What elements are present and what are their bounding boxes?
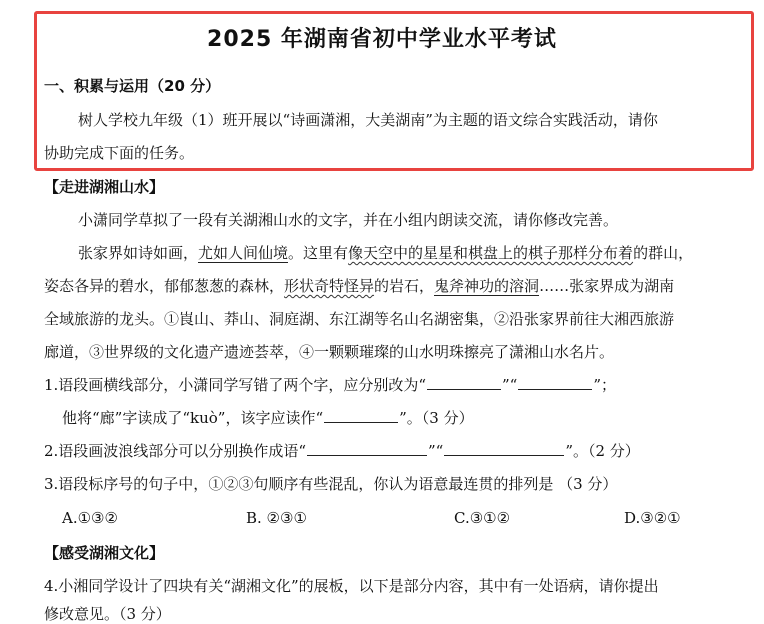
passage-text: ……张家界成为湖南 — [539, 277, 675, 295]
passage-text: 的岩石， — [374, 277, 435, 295]
passage-line-2 — [44, 276, 674, 296]
answer-blank[interactable] — [307, 454, 427, 456]
underlined-phrase: 鬼斧神功的溶洞 — [434, 277, 540, 295]
part-heading-landscape: 【走进湖湘山水】 — [44, 178, 165, 196]
passage-text: 。这里有 — [288, 244, 349, 262]
option-a[interactable]: A.①③② — [62, 509, 118, 527]
question-text: ”，该字应读作“ — [217, 409, 324, 427]
question-text: ”“ — [427, 442, 444, 460]
question-text: 1.语段画横线部分，小潇同学写错了两个字，应分别改为“ — [44, 376, 426, 394]
question-text: 2.语段画波浪线部分可以分别换作成语“ — [44, 442, 306, 460]
exam-title: 2025 年湖南省初中学业水平考试 — [207, 27, 557, 52]
answer-blank[interactable] — [427, 388, 501, 390]
intro-line-2: 协助完成下面的任务。 — [44, 144, 195, 162]
option-c[interactable]: C.③①② — [454, 509, 511, 527]
question-text: ”。（2 分） — [565, 442, 640, 460]
question-4-line-2: 修改意见。（3 分） — [44, 605, 171, 623]
passage-line-3: 全域旅游的龙头。①崀山、莽山、洞庭湖、东江湖等名山名湖密集，②沿张家界前往大湘西旅游 — [44, 310, 675, 328]
passage-text: 的群山， — [633, 244, 694, 262]
underlined-phrase: 尤如人间仙境 — [198, 244, 289, 262]
part-heading-culture: 【感受湖湘文化】 — [44, 544, 165, 562]
passage-line-1 — [78, 243, 693, 263]
wavy-phrase: 像天空中的星星和棋盘上的棋子那样分布着 — [348, 244, 634, 262]
option-d[interactable]: D.③②① — [624, 509, 681, 527]
question-text: 他将“廊”字读成了“ — [62, 409, 191, 427]
question-4-line-1: 4.小湘同学设计了四块有关“湖湘文化”的展板，以下是部分内容，其中有一处语病，请你提出 — [44, 577, 659, 595]
part1-lead: 小潇同学草拟了一段有关湖湘山水的文字，并在小组内朗读交流，请你修改完善。 — [78, 211, 619, 229]
answer-blank[interactable] — [324, 421, 398, 423]
option-b[interactable]: B. ②③① — [246, 509, 307, 527]
section-heading: 一、积累与运用（20 分） — [44, 77, 221, 95]
question-2 — [44, 441, 640, 461]
pinyin: kuò — [190, 409, 218, 427]
passage-line-4: 廊道，③世界级的文化遗产遗迹荟萃，④一颗颗璀璨的山水明珠擦亮了潇湘山水名片。 — [44, 343, 615, 361]
passage-text: 张家界如诗如画， — [78, 244, 199, 262]
question-1-line-1 — [44, 375, 616, 395]
answer-blank[interactable] — [444, 454, 564, 456]
answer-blank[interactable] — [518, 388, 592, 390]
passage-text: 姿态各异的碧水，郁郁葱葱的森林， — [44, 277, 285, 295]
question-3-stem: 3.语段标序号的句子中，①②③句顺序有些混乱，你认为语意最连贯的排列是 （3 分） — [44, 475, 618, 493]
intro-line-1: 树人学校九年级（1）班开展以“诗画潇湘，大美湖南”为主题的语文综合实践活动，请你 — [78, 111, 658, 129]
question-1-line-2 — [62, 408, 474, 428]
question-text: ”； — [593, 376, 616, 394]
question-text: ”。（3 分） — [399, 409, 474, 427]
question-text: ”“ — [501, 376, 518, 394]
wavy-phrase: 形状奇特怪异 — [284, 277, 375, 295]
